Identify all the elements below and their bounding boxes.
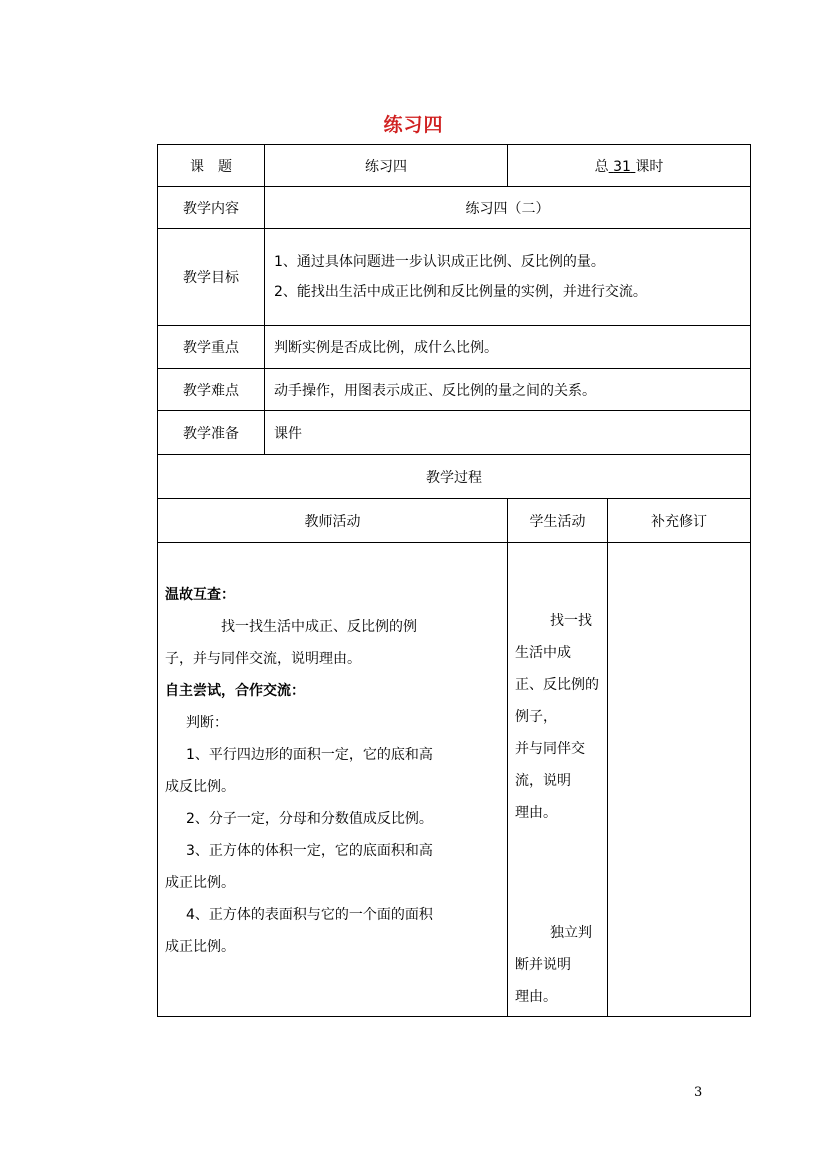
judge-item: 成反比例。 <box>165 779 235 795</box>
col-teacher: 教师活动 <box>158 499 508 543</box>
prep-value: 课件 <box>265 411 751 455</box>
col-revision: 补充修订 <box>608 499 751 543</box>
key-row <box>158 326 751 369</box>
total-suffix: 课时 <box>635 158 664 175</box>
student-text: 独立判断并说明 <box>515 925 592 973</box>
goals-row <box>158 229 751 326</box>
difficulty-label: 教学难点 <box>158 369 265 411</box>
prep-row <box>158 411 751 455</box>
col-student: 学生活动 <box>508 499 608 543</box>
student-text: 正、反比例的例子， <box>515 677 599 725</box>
prep-label: 教学准备 <box>158 411 265 455</box>
process-columns-row <box>158 499 751 543</box>
try-heading: 自主尝试，合作交流： <box>165 683 305 699</box>
lesson-plan-table <box>157 144 751 1017</box>
total-lessons <box>508 145 751 187</box>
judge-item: 2、分子一定，分母和分数值成反比例。 <box>186 811 433 827</box>
topic-label: 课 题 <box>158 145 265 187</box>
process-heading-row <box>158 455 751 499</box>
judge-item: 1、平行四边形的面积一定，它的底和高 <box>186 747 433 763</box>
process-body-row <box>158 543 751 1017</box>
spacer <box>515 829 603 917</box>
process-heading: 教学过程 <box>158 455 751 499</box>
goal-item: 1、通过具体问题进一步认识成正比例、反比例的量。 <box>274 254 605 270</box>
student-text: 理由。 <box>515 805 557 821</box>
review-heading: 温故互查： <box>165 587 235 603</box>
content-label: 教学内容 <box>158 187 265 229</box>
review-text: 找一找生活中成正、反比例的例 <box>221 619 417 635</box>
difficulty-row <box>158 369 751 411</box>
total-prefix: 总 <box>594 158 609 175</box>
student-text: 理由。 <box>515 989 557 1005</box>
student-text: 并与同伴交流，说明 <box>515 741 585 789</box>
topic-row <box>158 145 751 187</box>
key-value: 判断实例是否成比例，成什么比例。 <box>265 326 751 369</box>
judge-item: 3、正方体的体积一定，它的底面积和高 <box>186 843 433 859</box>
key-label: 教学重点 <box>158 326 265 369</box>
judge-label: 判断： <box>186 715 228 731</box>
student-activity <box>508 543 608 1017</box>
review-text: 子，并与同伴交流，说明理由。 <box>165 651 361 667</box>
judge-item: 成正比例。 <box>165 939 235 955</box>
total-number: 31 <box>613 158 631 175</box>
revision-cell <box>608 543 751 1017</box>
teacher-activity <box>158 543 508 1017</box>
student-text: 找一找生活中成 <box>515 613 592 661</box>
judge-item: 成正比例。 <box>165 875 235 891</box>
goals-value <box>265 229 751 326</box>
difficulty-value: 动手操作，用图表示成正、反比例的量之间的关系。 <box>265 369 751 411</box>
goals-label: 教学目标 <box>158 229 265 326</box>
page-number: 3 <box>694 1085 703 1100</box>
content-value: 练习四（二） <box>265 187 751 229</box>
content-row <box>158 187 751 229</box>
judge-item: 4、正方体的表面积与它的一个面的面积 <box>186 907 433 923</box>
page-title: 练习四 <box>383 114 444 136</box>
goal-item: 2、能找出生活中成正比例和反比例量的实例，并进行交流。 <box>274 284 647 300</box>
topic-value: 练习四 <box>265 145 508 187</box>
